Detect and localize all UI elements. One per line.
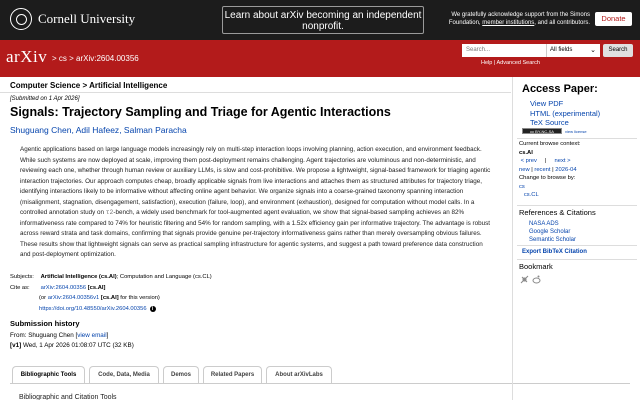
browse-cs-link[interactable]: cs bbox=[519, 183, 525, 190]
references-heading: References & Citations bbox=[519, 208, 596, 217]
nonprofit-announcement-button[interactable]: Learn about arXiv becoming an independent nonprofit. bbox=[222, 6, 424, 34]
recent-link[interactable]: recent bbox=[534, 166, 551, 173]
cornell-logo[interactable] bbox=[10, 8, 135, 30]
divider bbox=[0, 92, 511, 93]
acknowledgement bbox=[432, 12, 590, 27]
license bbox=[522, 128, 587, 134]
submitter: From: Shuguang Chen [ bbox=[10, 332, 78, 339]
abstract-text-cont: -bench, a widely used benchmark for tool-augmented agent evaluation, we show that signal-based sampling achieves an 82% informativeness rate compared to 74% for heuristic filtering and 54% for random sampling, with a 1.52x efficiency gain per informative trajectory. The advantage is robust across reward strata and task domains, confirming that signals provide genuine per-trajectory informativeness gains rather than merely oversampling obvious failures. These results show that lightweight signals can serve as practical sampling infrastructure for agentic systems, and suggest a path toward preference data construction and post-deployment optimization. bbox=[20, 209, 491, 258]
search-field-value: All fields bbox=[550, 47, 573, 53]
cite-version-row bbox=[10, 293, 212, 304]
divider bbox=[517, 138, 637, 139]
nasa-ads-link[interactable]: NASA ADS bbox=[529, 221, 559, 227]
ack-tail: , and all contributors. bbox=[534, 19, 590, 26]
author-link[interactable]: Adil Hafeez bbox=[75, 125, 120, 135]
author-link[interactable]: Shuguang Chen bbox=[10, 125, 72, 135]
export-bibtex-link[interactable]: Export BibTeX Citation bbox=[522, 249, 587, 255]
google-scholar-link[interactable]: Google Scholar bbox=[529, 229, 571, 235]
cite-version-category: [cs.AI] bbox=[100, 295, 119, 301]
bibsonomy-icon[interactable] bbox=[520, 275, 529, 284]
subject-header: Computer Science > Artificial Intelligence bbox=[10, 81, 168, 90]
view-email-link[interactable]: view email bbox=[77, 332, 107, 339]
donate-button[interactable]: Donate bbox=[595, 12, 632, 26]
ack-text: We gratefully acknowledge support from the Simons Foundation, bbox=[448, 12, 590, 26]
cite-version-link[interactable]: arXiv:2604.00356v1 bbox=[47, 295, 100, 301]
cite-id-link[interactable]: arXiv:2604.00356 bbox=[40, 284, 87, 291]
tab-bibliographic-tools[interactable]: Bibliographic Tools bbox=[12, 366, 85, 383]
subjects-row bbox=[10, 272, 212, 283]
tex-source-link[interactable]: TeX Source bbox=[530, 118, 569, 127]
breadcrumb[interactable]: > cs > arXiv:2604.00356 bbox=[52, 54, 139, 63]
other-subjects: ; Computation and Language (cs.CL) bbox=[116, 274, 212, 280]
search-input[interactable]: Search... bbox=[462, 44, 546, 57]
reddit-icon[interactable] bbox=[532, 275, 541, 284]
bookmark-heading: Bookmark bbox=[519, 262, 553, 271]
tab-about-arxivlabs[interactable]: About arXivLabs bbox=[266, 366, 332, 383]
cite-category: [cs.AI] bbox=[87, 284, 106, 291]
tab-demos[interactable]: Demos bbox=[163, 366, 199, 383]
next-link[interactable]: next > bbox=[554, 158, 571, 164]
tab-code-data-media[interactable]: Code, Data, Media bbox=[89, 366, 159, 383]
browse-context-label: Current browse context: bbox=[519, 141, 581, 147]
abstract bbox=[20, 145, 492, 261]
doi-row bbox=[10, 304, 212, 315]
top-bar bbox=[0, 0, 640, 40]
tab-panel-heading: Bibliographic and Citation Tools bbox=[19, 394, 117, 400]
doi-link[interactable]: https://doi.org/10.48550/arXiv.2604.00356 bbox=[39, 305, 147, 312]
prev-link[interactable]: < prev bbox=[520, 158, 537, 164]
search-button[interactable]: Search bbox=[603, 44, 633, 57]
submission-date: [Submitted on 1 Apr 2026] bbox=[10, 96, 80, 102]
help-link[interactable]: Help bbox=[481, 60, 493, 66]
new-link[interactable]: new bbox=[519, 166, 530, 173]
separator: | bbox=[531, 166, 533, 173]
html-link[interactable]: HTML (experimental) bbox=[530, 108, 601, 118]
view-license-link[interactable]: view license bbox=[565, 128, 587, 134]
semantic-scholar-link[interactable]: Semantic Scholar bbox=[529, 237, 577, 243]
submission-history-heading: Submission history bbox=[10, 319, 80, 328]
institution-name: Cornell University bbox=[38, 11, 136, 26]
arxiv-header bbox=[0, 40, 640, 77]
cite-version-suffix: for this version) bbox=[118, 295, 160, 301]
paper-title: Signals: Trajectory Sampling and Triage for Agentic Interactions bbox=[10, 105, 391, 119]
submission-history bbox=[10, 331, 134, 350]
divider bbox=[517, 205, 637, 206]
info-icon[interactable]: i bbox=[150, 306, 156, 312]
browse-context bbox=[519, 140, 581, 200]
version-link[interactable]: [v1] bbox=[10, 341, 22, 349]
browse-cscl-link[interactable]: cs.CL bbox=[523, 192, 539, 198]
member-institutions-link[interactable]: member institutions bbox=[482, 19, 535, 26]
right-sidebar bbox=[512, 77, 640, 400]
version-date: Wed, 1 Apr 2026 01:08:07 UTC (32 KB) bbox=[21, 341, 134, 349]
arxiv-logo[interactable]: arXiv bbox=[6, 47, 48, 66]
access-links bbox=[530, 99, 600, 128]
primary-subject: Artificial Intelligence (cs.AI) bbox=[40, 274, 117, 280]
tau-bench-name: τ2 bbox=[105, 209, 114, 216]
cite-label: Cite as: bbox=[10, 284, 30, 291]
author-link[interactable]: Salman Paracha bbox=[123, 125, 187, 135]
advanced-search-link[interactable]: Advanced Search bbox=[496, 60, 540, 66]
submitter-close: ] bbox=[106, 332, 109, 339]
access-paper-heading: Access Paper: bbox=[522, 83, 598, 95]
cite-version-prefix: (or bbox=[39, 295, 48, 301]
abstract-text: Agentic applications based on large language models increasingly rely on multi-step interaction loops involving planning, action execution, and environment feedback. While such systems are now deployed at scale, improving them post-deployment remains challenging. Agent trajectories are voluminous and non-deterministic, and reviewing each one, whether through human review or auxiliary LLMs, is slow and cost-prohibitive. We propose a lightweight, signal-based framework for triaging agentic interaction trajectories. Our approach computes cheap, broadly applicable signals from live interactions and attaches them as structured attributes for trajectory triage, identifying interactions likely to be informative without affecting online agent behavior. We organize signals into a coarse-grained taxonomy spanning interaction (misalignment, stagnation, disengagement, satisfaction), execution (failure, loop), and environment (exhaustion), designed for computation without model calls. In a controlled annotation study on bbox=[20, 146, 491, 216]
bookmark-icons bbox=[520, 275, 541, 284]
month-link[interactable]: 2026-04 bbox=[555, 166, 577, 173]
references-links bbox=[529, 220, 576, 244]
subjects-label: Subjects: bbox=[10, 274, 34, 280]
author-list: Shuguang Chen, Adil Hafeez, Salman Paracha bbox=[10, 125, 187, 135]
cite-row bbox=[10, 283, 212, 294]
version-row bbox=[10, 341, 134, 351]
change-browse-label: Change to browse by: bbox=[519, 175, 576, 181]
metadata-table bbox=[10, 272, 212, 314]
divider bbox=[517, 259, 637, 260]
chevron-down-icon: ⌄ bbox=[590, 47, 596, 54]
separator: | bbox=[544, 158, 547, 164]
tab-related-papers[interactable]: Related Papers bbox=[203, 366, 262, 383]
browse-context-value: cs.AI bbox=[519, 149, 533, 156]
search-field-select[interactable] bbox=[546, 44, 600, 57]
view-pdf-link[interactable]: View PDF bbox=[530, 99, 564, 108]
submitter-row bbox=[10, 331, 134, 341]
help-separator: | bbox=[492, 60, 497, 66]
separator: | bbox=[552, 166, 554, 173]
divider bbox=[517, 245, 637, 246]
cc-license-icon[interactable]: cc BY-NC-SA bbox=[522, 128, 562, 134]
cornell-seal-icon bbox=[10, 8, 32, 30]
help-links bbox=[481, 60, 540, 66]
